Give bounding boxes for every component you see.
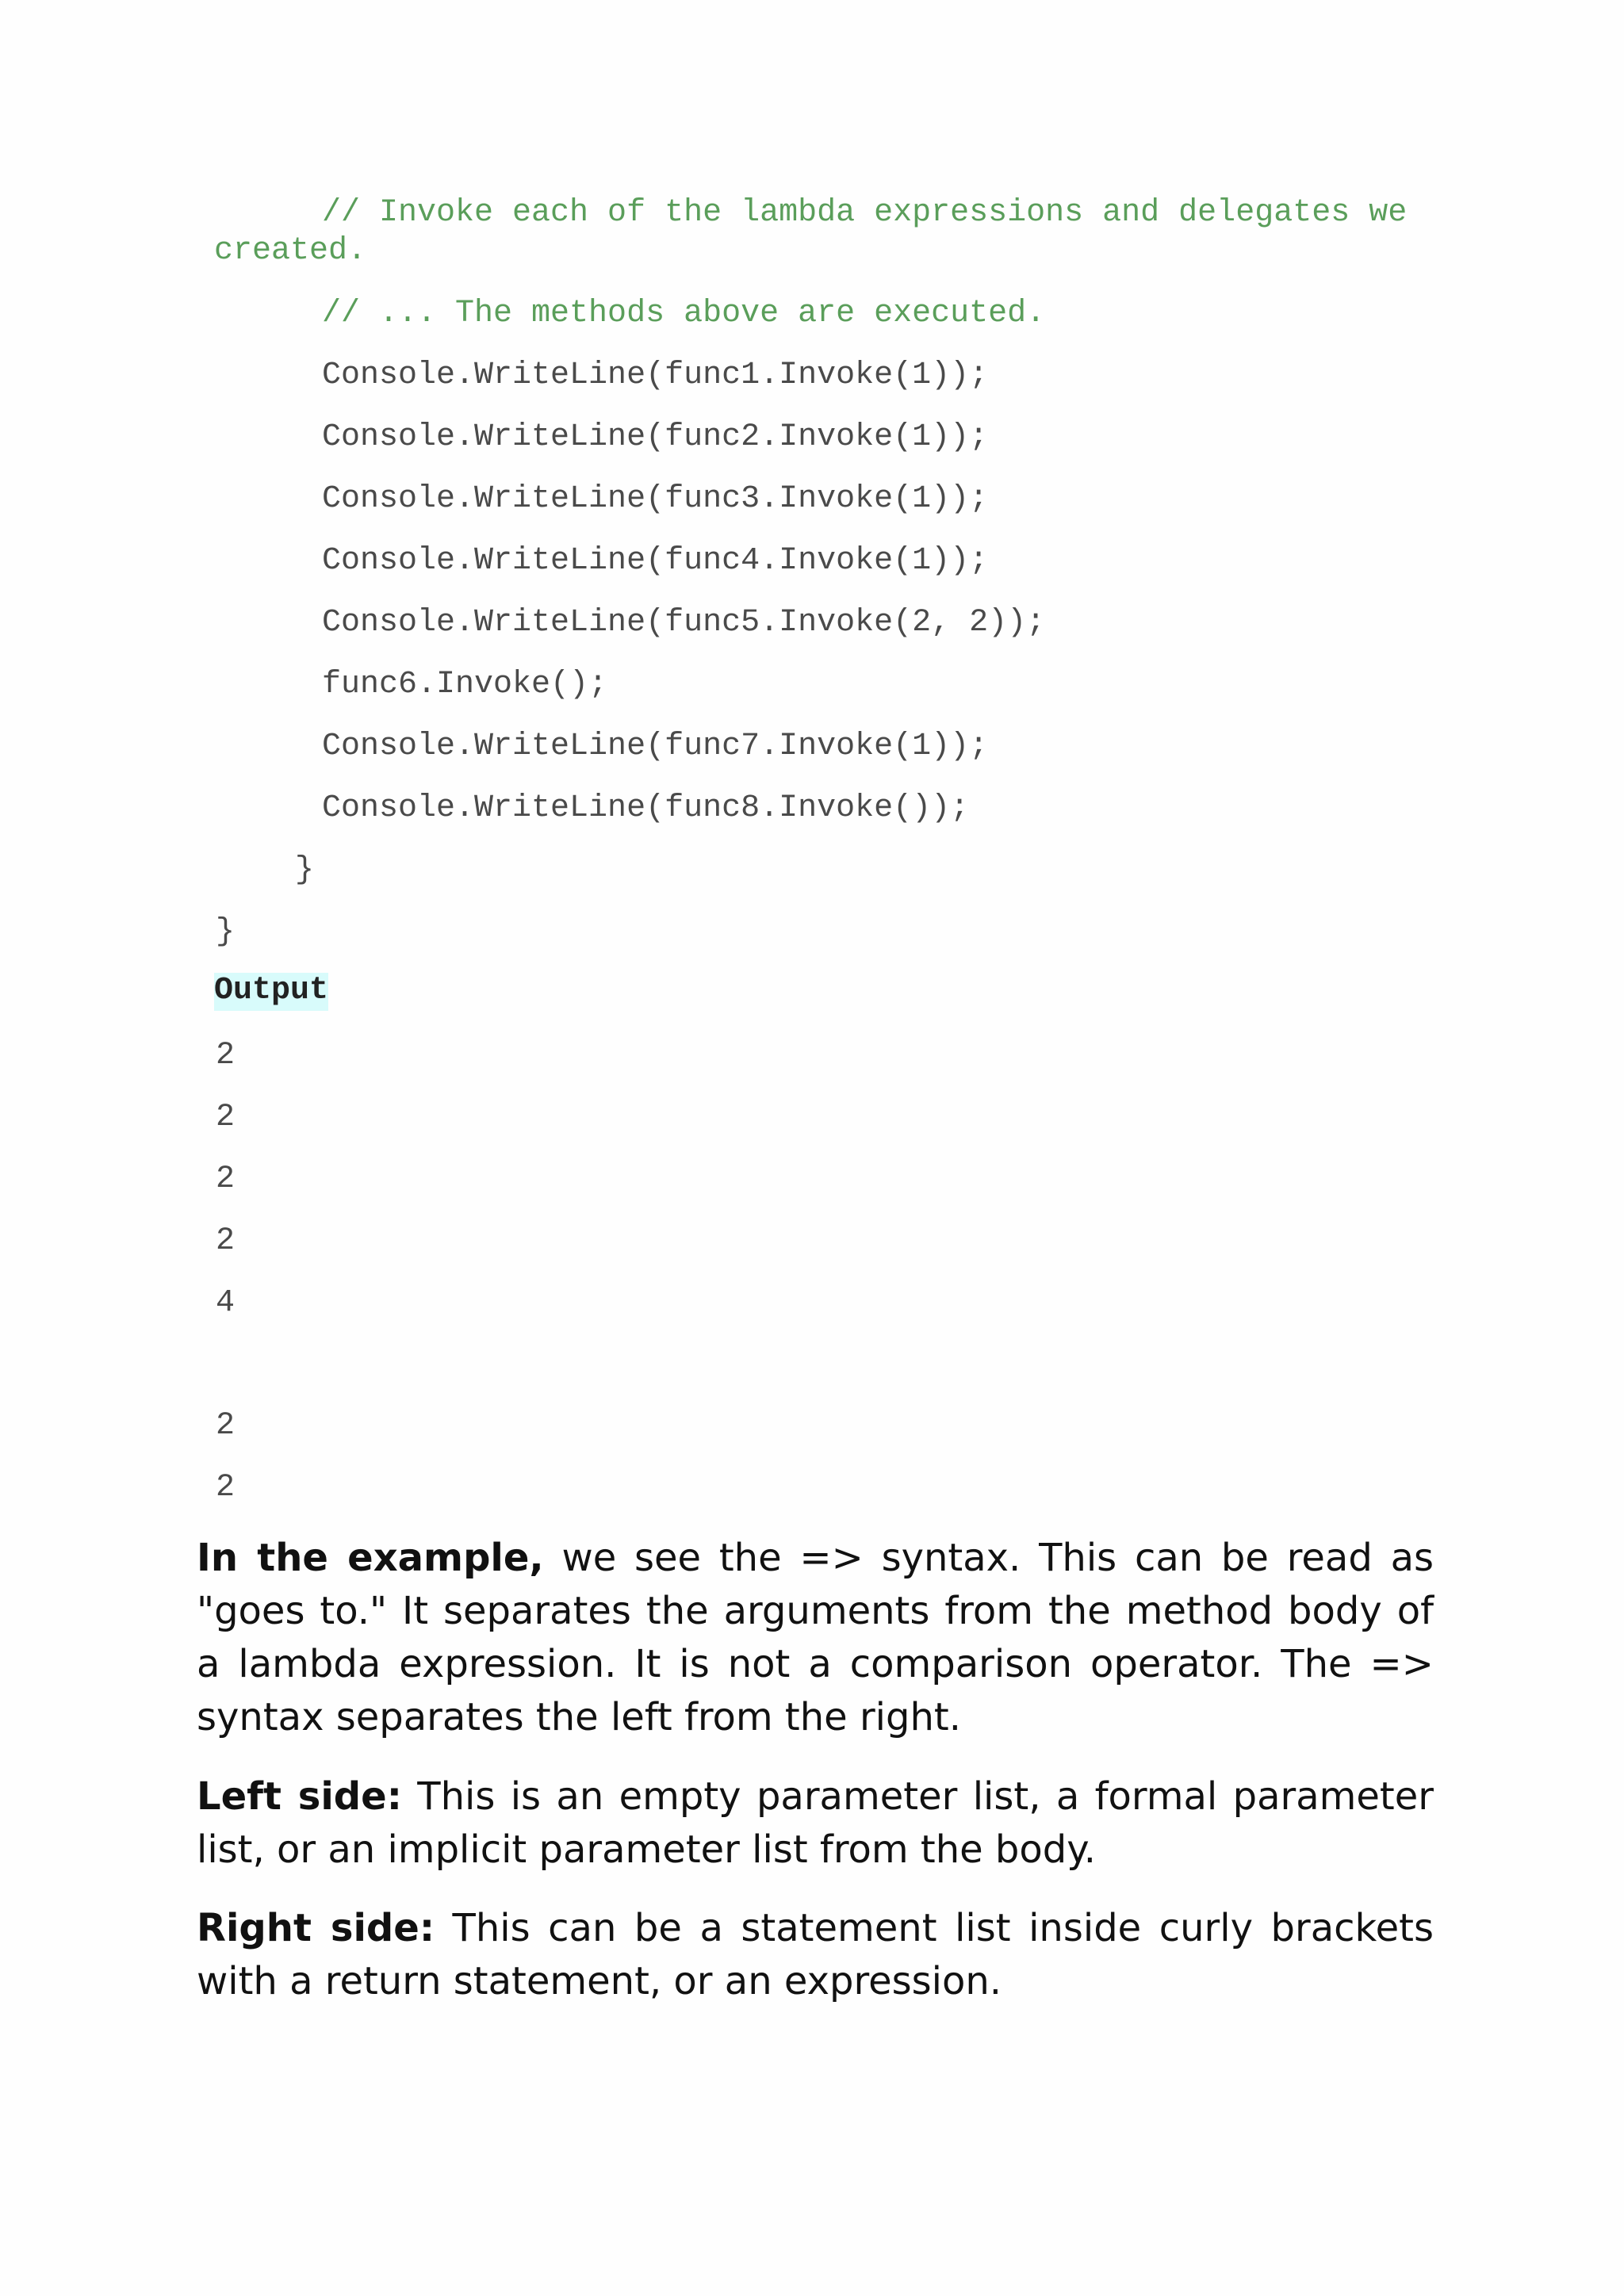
code-line-7: Console.WriteLine(func7.Invoke(1)); bbox=[322, 729, 989, 764]
code-line-1: Console.WriteLine(func1.Invoke(1)); bbox=[322, 358, 989, 393]
code-comment-invoke: // Invoke each of the lambda expressions and delegates we created. bbox=[214, 195, 1427, 269]
paragraph-example-text: we see the => syntax. This can be read as "goes to." It separates the arguments from the method body of a lambda expression. It is not a comparison operator. The => syntax separates the left from the right. bbox=[197, 1536, 1434, 1739]
paragraph-left-side-lead: Left side: bbox=[197, 1774, 402, 1819]
paragraph-right-side-text: This can be a statement list inside curly brackets with a return statement, or an expression. bbox=[197, 1906, 1434, 2003]
code-close-brace-inner: } bbox=[295, 852, 315, 888]
paragraph-left-side-text: This is an empty parameter list, a formal parameter list, or an implicit parameter list from the body. bbox=[197, 1774, 1434, 1872]
paragraph-right-side bbox=[197, 1902, 1434, 2008]
paragraph-left-side bbox=[197, 1770, 1434, 1877]
output-value-6: 2 bbox=[216, 1408, 236, 1444]
paragraph-example bbox=[197, 1532, 1434, 1744]
output-value-4: 2 bbox=[216, 1223, 236, 1259]
code-close-brace-outer: } bbox=[216, 914, 236, 950]
paragraph-right-side-lead: Right side: bbox=[197, 1906, 435, 1950]
paragraph-example-lead: In the example, bbox=[197, 1536, 544, 1580]
output-value-1: 2 bbox=[216, 1038, 236, 1073]
code-line-3: Console.WriteLine(func3.Invoke(1)); bbox=[322, 481, 989, 517]
code-line-6: func6.Invoke(); bbox=[322, 667, 608, 702]
output-value-2: 2 bbox=[216, 1100, 236, 1135]
code-comment-executed: // ... The methods above are executed. bbox=[322, 296, 1046, 331]
code-line-8: Console.WriteLine(func8.Invoke()); bbox=[322, 790, 970, 826]
code-line-2: Console.WriteLine(func2.Invoke(1)); bbox=[322, 419, 989, 455]
output-label: Output bbox=[214, 973, 328, 1011]
code-line-5: Console.WriteLine(func5.Invoke(2, 2)); bbox=[322, 605, 1046, 641]
output-value-7: 2 bbox=[216, 1470, 236, 1506]
output-value-5: 4 bbox=[216, 1285, 236, 1321]
code-line-4: Console.WriteLine(func4.Invoke(1)); bbox=[322, 543, 989, 579]
output-value-3: 2 bbox=[216, 1161, 236, 1197]
